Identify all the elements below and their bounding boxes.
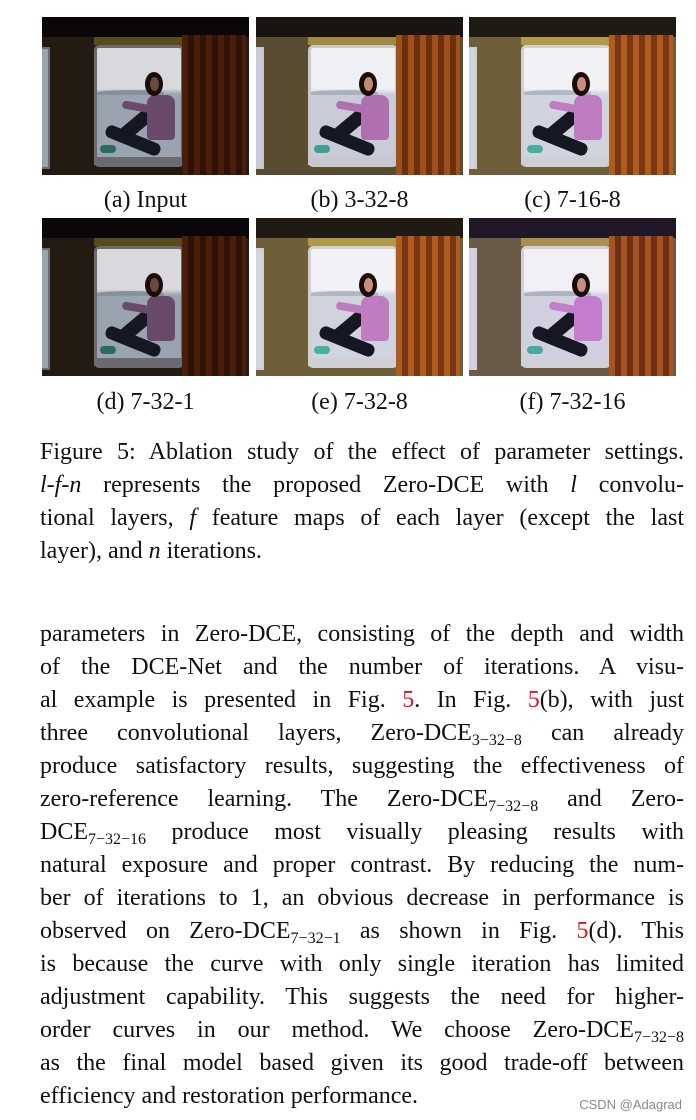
text-run: efficiency and restoration performance. [40,1083,419,1109]
figure-reference-link[interactable]: 5 [402,687,415,713]
text-line [40,849,684,882]
text-run: (b), with just [539,687,684,713]
text-line [40,915,684,948]
body-paragraph [40,618,684,1113]
text-run: convolu- [576,472,685,498]
text-run: as shown in Fig. [340,918,577,944]
text-run: and Zero- [538,786,684,812]
subfigure-caption: (e) 7-32-8 [311,389,408,415]
figure-caption [40,436,684,568]
text-run: natural exposure and proper contrast. By reducing the num- [40,852,684,878]
subfigure-caption: (f) 7-32-16 [519,389,626,415]
text-run: produce most visually pleasing results with [146,819,684,845]
text-line [40,717,684,750]
text-run: al example is presented in Fig. [40,687,403,713]
model-subscript: 7−32−16 [88,831,147,848]
text-run: feature maps of each layer (except the last [196,505,684,531]
subfigure-caption: (a) Input [103,187,188,213]
text-run: - [46,472,55,498]
result-image [256,218,463,376]
text-run: zero-reference learning. The Zero-DCE [40,786,489,812]
result-image [42,17,249,175]
text-run: produce satisfactory results, suggesting the effectiveness of [40,753,684,779]
text-run: represents the proposed Zero-DCE with [81,472,571,498]
math-variable: n [69,472,82,498]
text-line [40,750,684,783]
text-line [40,882,684,915]
watermark: CSDN @Adagrad [579,1097,682,1112]
result-image [42,218,249,376]
text-line [40,1014,684,1047]
subfigure-caption: (d) 7-32-1 [96,389,195,415]
text-run: of the DCE-Net and the number of iterations. A visu- [40,654,684,680]
text-run: (d). This [588,918,684,944]
text-line [40,618,684,651]
text-run: order curves in our method. We choose Zero-DCE [40,1017,634,1043]
text-line [40,684,684,717]
figure-reference-link[interactable]: 5 [527,687,540,713]
text-run: DCE [40,819,88,845]
text-run: iterations. [160,538,262,564]
text-run: parameters in Zero-DCE, consisting of the depth and width [40,621,684,647]
math-variable: f [189,505,197,531]
figure-reference-link[interactable]: 5 [576,918,589,944]
subfigure-caption: (b) 3-32-8 [310,187,409,213]
text-line [40,502,684,535]
text-run: . In Fig. [414,687,528,713]
text-line [40,948,684,981]
text-line [40,535,684,568]
text-run: can already [521,720,685,746]
math-variable: n [148,538,161,564]
text-run: layer), and [40,538,149,564]
text-run: tional layers, [40,505,190,531]
text-run: observed on Zero-DCE [40,918,291,944]
text-run: is because the curve with only single iteration has limited [40,951,684,977]
text-line [40,816,684,849]
text-run: - [61,472,70,498]
subfigure-caption: (c) 7-16-8 [524,187,621,213]
model-subscript: 7−32−1 [290,930,341,947]
text-line [40,436,684,469]
text-run: Figure 5: Ablation study of the effect of parameter settings. [40,439,684,465]
math-variable: l [570,472,577,498]
text-run: three convolutional layers, Zero-DCE [40,720,472,746]
text-line [40,981,684,1014]
model-subscript: 7−32−8 [633,1029,684,1046]
result-image [256,17,463,175]
math-variable: l [40,472,47,498]
text-line [40,783,684,816]
text-run: as the final model based given its good trade-off between [40,1050,684,1076]
text-line [40,651,684,684]
model-subscript: 3−32−8 [471,732,522,749]
text-line [40,469,684,502]
text-run: ber of iterations to 1, an obvious decrease in performance is [40,885,684,911]
text-run: adjustment capability. This suggests the need for higher- [40,984,684,1010]
result-image [469,17,676,175]
result-image [469,218,676,376]
model-subscript: 7−32−8 [488,798,539,815]
text-line [40,1047,684,1080]
math-variable: f [54,472,62,498]
